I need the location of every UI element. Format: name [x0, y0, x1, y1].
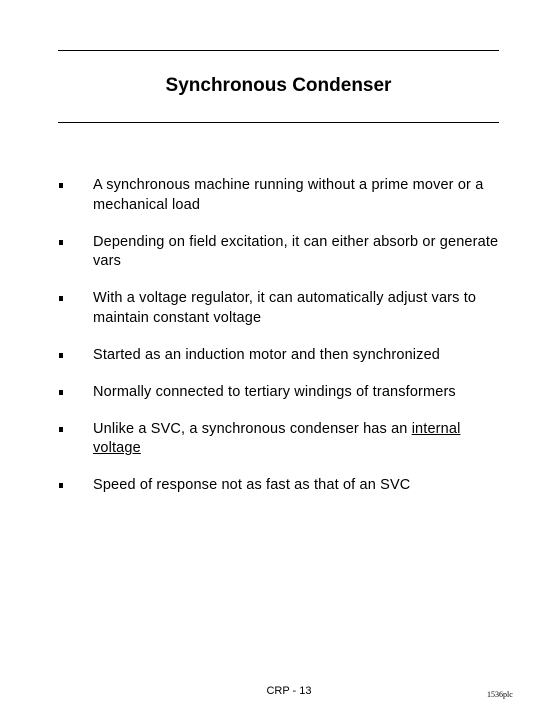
- bullet-text: [93, 421, 460, 457]
- bullet-item: [58, 420, 508, 459]
- square-bullet-icon: [59, 427, 63, 432]
- bullet-item: [58, 289, 508, 328]
- bullet-text: A synchronous machine running without a prime mover or a mechanical load: [93, 177, 484, 213]
- footer-page-label: CRP - 13: [266, 685, 312, 697]
- bullet-text: Started as an induction motor and then synchronized: [93, 346, 440, 363]
- square-bullet-icon: [59, 240, 63, 245]
- square-bullet-icon: [59, 353, 63, 358]
- bottom-rule: [58, 122, 499, 123]
- square-bullet-icon: [59, 296, 63, 301]
- slide-code: 1536plc: [487, 690, 513, 699]
- bullet-item: [58, 233, 508, 272]
- underlined-term: internal voltage: [93, 420, 461, 456]
- bullet-text: Speed of response not as fast as that of an SVC: [93, 477, 411, 493]
- square-bullet-icon: [59, 183, 63, 188]
- bullet-item: [58, 176, 508, 215]
- square-bullet-icon: [59, 390, 63, 395]
- bullet-item: [58, 476, 508, 496]
- bullet-item: [58, 383, 508, 403]
- bullet-text: Depending on field excitation, it can either absorb or generate vars: [93, 233, 499, 269]
- square-bullet-icon: [59, 483, 63, 488]
- top-rule: [58, 50, 499, 51]
- bullet-text: Normally connected to tertiary windings of transformers: [93, 383, 456, 400]
- bullet-text-lead: Unlike a SVC, a synchronous condenser has an: [93, 420, 412, 437]
- bullet-text: With a voltage regulator, it can automatically adjust vars to maintain constant voltage: [93, 290, 477, 326]
- slide-title: Synchronous Condenser: [165, 75, 392, 96]
- bullet-item: [58, 346, 508, 366]
- bullet-list: [58, 176, 508, 513]
